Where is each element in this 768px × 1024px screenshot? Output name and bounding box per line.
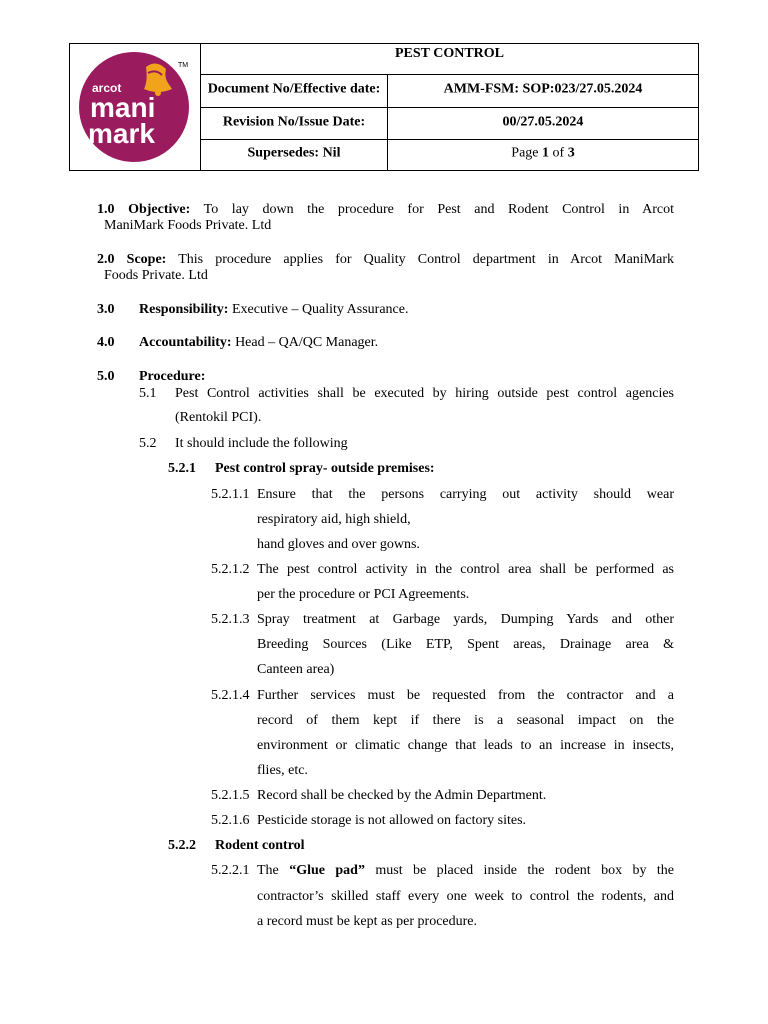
section-scope-cont: Foods Private. Ltd (104, 268, 208, 283)
item-number: 5.2.1.5 (211, 788, 250, 803)
logo-text-top: arcot (92, 81, 122, 95)
header-page-cell (388, 140, 698, 170)
header-value-cell (388, 75, 698, 107)
logo-text-bottom: mark (88, 118, 155, 149)
clause-text: It should include the following (175, 436, 348, 451)
clause-number: 5.2 (139, 436, 157, 451)
item-text-cont: environment or climatic change that leads to an increase in insects, (257, 738, 674, 753)
header-label: Document No/Effective date: (207, 81, 381, 97)
item-text-cont: hand gloves and over gowns. (257, 537, 420, 552)
item-text: The pest control activity in the control area shall be performed as (257, 562, 674, 577)
section-label: Objective: (128, 202, 191, 217)
section-label: Responsibility: (139, 302, 229, 317)
header-label: Supersedes: Nil (247, 145, 341, 161)
document-title: PEST CONTROL (201, 44, 698, 75)
header-row-supersedes (201, 140, 698, 170)
section-text: Head – QA/QC Manager. (235, 335, 379, 350)
header-row-document-no (201, 75, 698, 108)
document-header-table (69, 43, 699, 171)
header-value: AMM-FSM: SOP:023/27.05.2024 (443, 81, 643, 97)
item-number: 5.2.2.1 (211, 863, 250, 878)
logo-cell (70, 44, 201, 170)
arcot-manimark-logo (78, 47, 196, 165)
section-number: 3.0 (97, 302, 115, 317)
item-text-cont: contractor’s skilled staff every one week to control the rodents, and (257, 889, 674, 904)
item-text: Ensure that the persons carrying out activity should wear (257, 487, 674, 502)
section-text: This procedure applies for Quality Control department in Arcot ManiMark (178, 252, 675, 267)
item-number: 5.2.1.3 (211, 612, 250, 627)
section-objective-cont: ManiMark Foods Private. Ltd (104, 218, 272, 233)
section-label: Procedure: (139, 369, 206, 384)
section-number: 2.0 (97, 252, 115, 267)
item-text-cont: Breeding Sources (Like ETP, Spent areas, Drainage area & (257, 637, 674, 652)
header-row-revision (201, 108, 698, 140)
page-indicator: Page 1 of 3 (511, 145, 575, 161)
item-text-cont: record of them kept if there is a seasonal impact on the (257, 713, 674, 728)
item-text: The “Glue pad” must be placed inside the rodent box by the (257, 863, 675, 878)
glue-pad-term: “Glue pad” (289, 863, 365, 878)
section-number: 4.0 (97, 335, 115, 350)
section-number: 1.0 (97, 202, 115, 217)
section-text: Executive – Quality Assurance. (231, 302, 409, 317)
item-text-cont: Canteen area) (257, 662, 335, 677)
item-number: 5.2.1.1 (211, 487, 250, 502)
subsection-title: Rodent control (215, 838, 305, 853)
header-label-cell (201, 140, 388, 170)
item-text: Pesticide storage is not allowed on factory sites. (257, 813, 527, 828)
subsection-number: 5.2.1 (168, 461, 196, 476)
item-number: 5.2.1.4 (211, 688, 250, 703)
section-text: To lay down the procedure for Pest and Rodent Control in Arcot (203, 202, 675, 217)
subsection-title: Pest control spray- outside premises: (215, 461, 435, 476)
section-responsibility (97, 301, 408, 319)
clause-number: 5.1 (139, 386, 157, 401)
item-text: Record shall be checked by the Admin Department. (257, 788, 547, 803)
item-text: Spray treatment at Garbage yards, Dumping Yards and other (257, 612, 674, 627)
logo-text-mid: mani (90, 92, 156, 123)
header-label-cell (201, 75, 388, 107)
section-label: Accountability: (139, 335, 232, 350)
item-text-cont: per the procedure or PCI Agreements. (257, 587, 470, 602)
section-accountability (97, 334, 378, 352)
current-page: 1 (542, 145, 550, 161)
clause-text: Pest Control activities shall be executed by hiring outside pest control agencies (175, 386, 674, 401)
total-pages: 3 (567, 145, 575, 161)
item-text-cont: flies, etc. (257, 763, 308, 778)
header-value: 00/27.05.2024 (502, 114, 584, 130)
subsection-number: 5.2.2 (168, 838, 196, 853)
header-value-cell (388, 108, 698, 139)
section-number: 5.0 (97, 369, 115, 384)
item-text-cont: respiratory aid, high shield, (257, 512, 411, 527)
clause-text-cont: (Rentokil PCI). (175, 410, 262, 425)
section-procedure (97, 368, 205, 386)
item-number: 5.2.1.2 (211, 562, 250, 577)
item-number: 5.2.1.6 (211, 813, 250, 828)
header-label: Revision No/Issue Date: (222, 114, 366, 130)
header-label-cell (201, 108, 388, 139)
item-text-cont: a record must be kept as per procedure. (257, 914, 478, 929)
item-text: Further services must be requested from the contractor and a (257, 688, 674, 703)
logo-tm: TM (178, 62, 189, 69)
section-label: Scope: (126, 252, 167, 267)
